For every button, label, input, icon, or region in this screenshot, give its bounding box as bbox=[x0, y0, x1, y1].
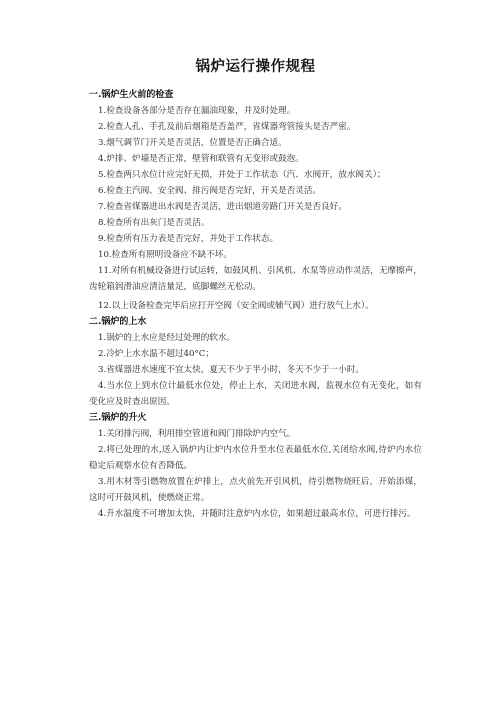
paragraph: 12.以上设备检查完毕后应打开空阀（安全阀或辅气阀）进行放气上水）。 bbox=[98, 301, 374, 311]
paragraph: 6.检查主汽阀、安全阀、排污阀是否完好，开关是否灵活。 bbox=[98, 186, 322, 196]
paragraph: 3.烟气调节门开关是否灵活，位置是否正确合适。 bbox=[98, 138, 287, 148]
paragraph: 3.用木材等引燃物放置在炉排上，点火前先开引风机，待引燃物烧旺后，开始添煤，这时可开鼓风机，使燃烧正常。 bbox=[89, 477, 422, 503]
paragraph: 9.检查所有压力表是否完好，并处于工作状态。 bbox=[98, 234, 279, 244]
paragraph: 4.炉排、炉墙是否正常，壁管和联管有无变形或鼓泡。 bbox=[98, 154, 304, 164]
paragraph: 2.检查人孔、手孔及前后烟箱是否盖严，省煤器弯管接头是否严密。 bbox=[98, 122, 356, 132]
section-heading: 三.锅炉的升火 bbox=[89, 413, 147, 423]
paragraph: 1.检查设备各部分是否存在漏油现象，并及时处理。 bbox=[98, 106, 296, 116]
section-heading: 一.锅炉生火前的检查 bbox=[89, 90, 174, 100]
document-title: 锅炉运行操作规程 bbox=[195, 59, 316, 75]
paragraph: 1.锅炉的上水应是经过处理的软水。 bbox=[98, 333, 236, 343]
paragraph: 4.升水温度不可增加太快，并随时注意炉内水位，如果超过最高水位，可进行排污。 bbox=[98, 509, 416, 519]
paragraph: 3.省煤器进水速度不宜太快，夏天不少于半小时，冬天不少于一小时。 bbox=[98, 365, 365, 375]
paragraph: 11.对所有机械设备进行试运转，如鼓风机、引风机、水泵等应动作灵活，无摩擦声，齿轮箱润滑油应清洁量足，底脚螺丝无松动。 bbox=[89, 266, 422, 292]
paragraph: 1.关闭排污阀，利用排空管道和阀门排除炉内空气。 bbox=[98, 429, 296, 439]
paragraph: 4.当水位上到水位计最低水位处，停止上水，关闭进水阀，监视水位有无变化，如有变化应及时查出原因。 bbox=[89, 381, 422, 407]
section-boiler-ignition bbox=[89, 410, 422, 522]
paragraph: 2.将已处理的水,送入锅炉内让炉内水位升至水位表最低水位,关闭给水阀,待炉内水位稳定后观察水位有否降低。 bbox=[89, 445, 422, 471]
section-boiler-water-filling bbox=[89, 314, 422, 410]
paragraph: 2.冷炉上水水温不超过40°C； bbox=[98, 349, 214, 359]
paragraph: 7.检查省煤器进出水阀是否灵活，进出烟道旁路门开关是否良好。 bbox=[98, 202, 347, 212]
paragraph: 8.检查所有出灰门是否灵活。 bbox=[98, 218, 210, 228]
paragraph: 10.检查所有照明设备应不缺不坏。 bbox=[98, 250, 232, 260]
section-pre-ignition-inspection bbox=[89, 87, 422, 314]
paragraph: 5.检查两只水位计应完好无损，并处于工作状态（汽、水阀开，放水阀关）； bbox=[98, 170, 386, 180]
section-heading: 二.锅炉的上水 bbox=[89, 317, 147, 327]
